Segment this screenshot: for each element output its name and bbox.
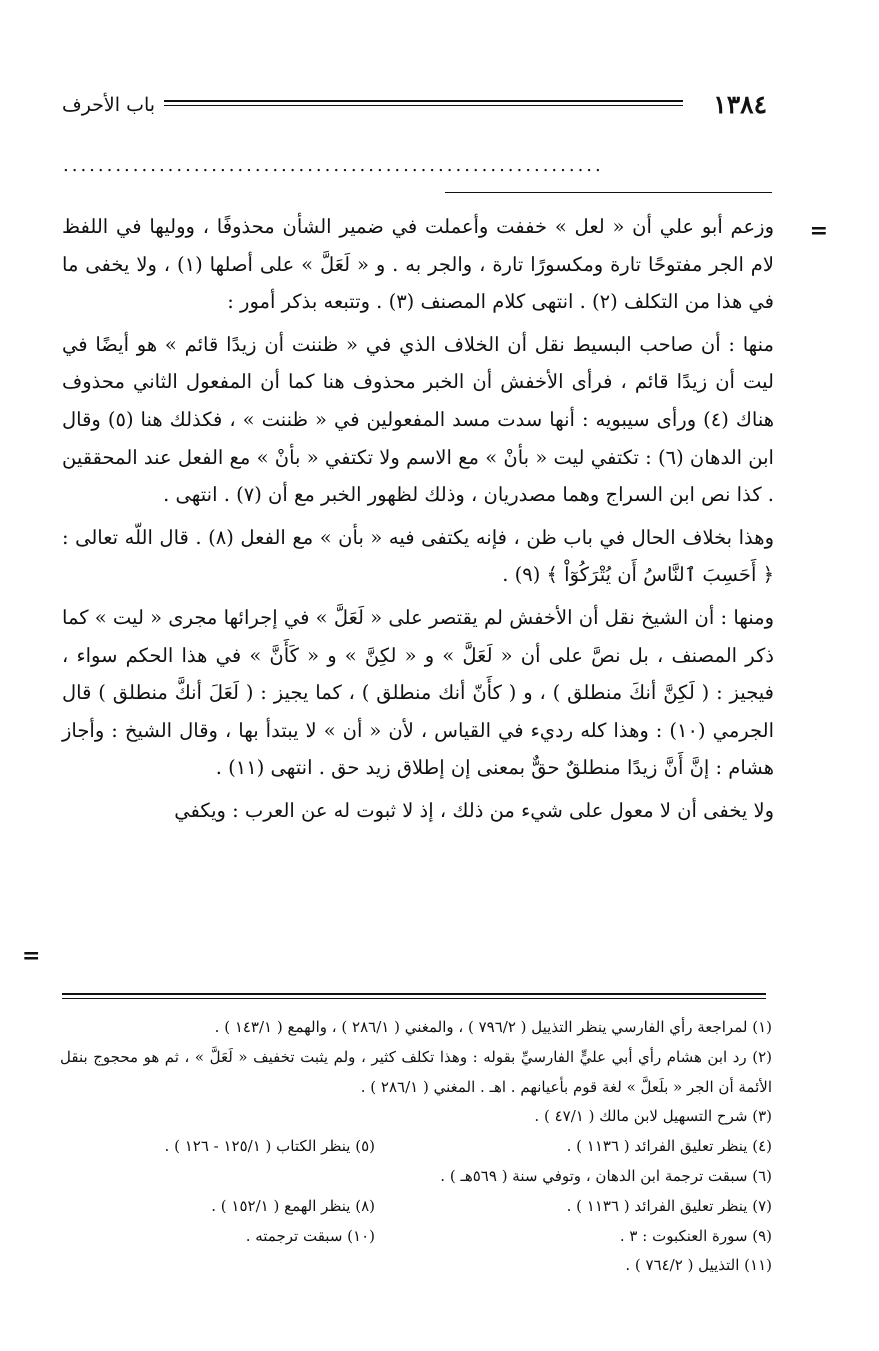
footnote-6: (٦) سبقت ترجمة ابن الدهان ، وتوفي سنة ( ٥٦٩هـ ) . <box>440 1166 772 1185</box>
footnote-3: (٣) شرح التسهيل لابن مالك ( ٤٧/١ ) . <box>534 1107 772 1126</box>
footnote-8: (٨) ينظر الهمع ( ١٥٢/١ ) . <box>211 1196 375 1215</box>
footnote-10: (١٠) سبقت ترجمته . <box>245 1226 375 1245</box>
footnote-2: (٢) رد ابن هشام رأي أبي عليٍّ الفارسيِّ بقوله : وهذا تكلف كثير ، ولم يثبت تخفيف « لَعَلَّ » ، ثم هو محجوج بنقل الأئمة أن الجر « بلَعلَّ » لغة قوم بأعيانهم . اهـ . المغني ( ٢٨٦/١ ) . <box>60 1047 772 1096</box>
margin-continuation-mark-top: = <box>809 218 828 244</box>
header-rule <box>164 100 683 106</box>
paragraph-3: وهذا بخلاف الحال في باب ظن ، فإنه يكتفى فيه « بأن » مع الفعل (٨) . قال اللّه تعالى : ﴿ أَحَسِبَ ٱلنَّاسُ أَن يُتْرَكُوٓاْ ﴾ (٩) . <box>62 525 774 587</box>
paragraph-4: ومنها : أن الشيخ نقل أن الأخفش لم يقتصر على « لَعَلَّ » في إجرائها مجرى « ليت » كما ذكر المصنف ، بل نصَّ على أن « لَعَلَّ » و « لكِنَّ » و « كَأَنَّ » في هذا الحكم سواء ، فيجيز : ( لَكِنَّ أنكَ منطلق ) ، و ( كأَنّ أنك منطلق ) ، كما يجيز : ( لَعَلَ أنكَّ منطلق ) قال الجرمي (١٠) : وهذا كله رديء في القياس ، لأن « أن » لا يبتدأ بها ، وقال الشيخ : وأجاز هشام : إنَّ أَنَّ زيدًا منطلقٌ حقٌّ بمعنى إن إطلاق زيد حق . انتهى (١١) . <box>62 605 774 780</box>
margin-continuation-mark-bottom: = <box>22 943 41 969</box>
paragraph-5: ولا يخفى أن لا معول على شيء من ذلك ، إذ لا ثبوت له عن العرب : ويكفي <box>174 798 774 822</box>
page-header <box>62 88 767 122</box>
footnote-4: (٤) ينظر تعليق الفرائد ( ١١٣٦ ) . <box>566 1137 772 1156</box>
main-text <box>62 208 774 830</box>
footnote-9: (٩) سورة العنكبوت : ٣ . <box>619 1226 772 1245</box>
chapter-title: باب الأحرف <box>62 94 156 116</box>
footnote-separator <box>62 993 766 999</box>
footnote-7: (٧) ينظر تعليق الفرائد ( ١١٣٦ ) . <box>566 1196 772 1215</box>
footnote-1: (١) لمراجعة رأي الفارسي ينظر التذييل ( ٧٩٦/٢ ) ، والمغني ( ٢٨٦/١ ) ، والهمع ( ١٤٣/١ ) . <box>214 1018 772 1036</box>
paragraph-2: منها : أن صاحب البسيط نقل أن الخلاف الذي في « ظننت أن زيدًا قائم » هو أيضًا في ليت أن زيدًا قائم ، فرأى الأخفش أن الخبر محذوف هنا كما أن المفعول الثاني محذوف هناك (٤) ورأى سيبويه : أنها سدت مسد المفعولين في « ظننت » ، فكذلك هنا (٥) وقال ابن الدهان (٦) : تكتفي ليت « بأنْ » مع الاسم ولا تكتفي « بأنْ » مع الفعل عند المحققين . كذا نص ابن السراج وهما مصدريان ، وذلك لظهور الخبر مع أن (٧) . انتهى . <box>62 332 775 507</box>
footnote-row-9-10 <box>60 1222 772 1252</box>
continuation-rule <box>445 192 772 193</box>
page-number: ١٣٨٤ <box>713 90 767 119</box>
footnotes <box>60 1013 772 1281</box>
paragraph-1: وزعم أبو علي أن « لعل » خففت وأعملت في ضمير الشأن محذوفًا ، ووليها في اللفظ لام الجر مفتوحًا تارة ومكسورًا تارة ، والجر به . و « لَعَلَّ » على أصلها (١) ، ولا يخفى ما في هذا من التكلف (٢) . انتهى كلام المصنف (٣) . وتتبعه بذكر أمور : <box>62 215 774 314</box>
dotted-separator: .............................................................. <box>63 156 604 176</box>
footnote-row-7-8 <box>60 1192 772 1222</box>
footnote-11: (١١) التذييل ( ٧٦٤/٢ ) . <box>625 1256 772 1275</box>
footnote-5: (٥) ينظر الكتاب ( ١٢٥/١ - ١٢٦ ) . <box>164 1137 375 1156</box>
footnote-row-4-5 <box>60 1132 772 1162</box>
